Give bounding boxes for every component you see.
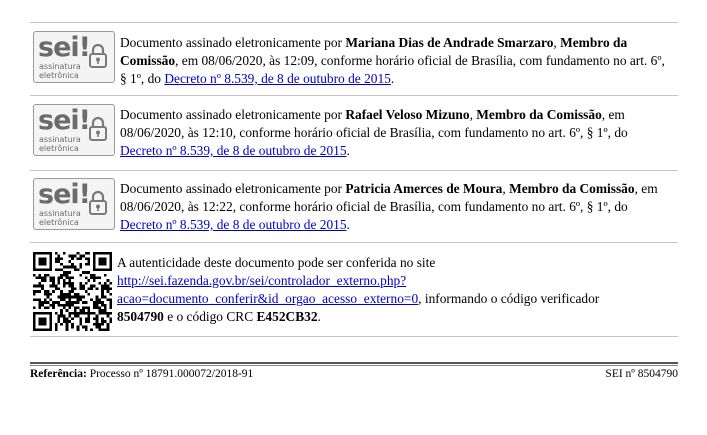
sei-logo-subtitle: assinatura eletrônica: [39, 135, 81, 153]
signer-name: Rafael Veloso Mizuno: [345, 107, 470, 122]
sei-signature-logo: [33, 178, 115, 230]
sei-signature-logo: [33, 31, 115, 83]
process-reference: Referência: Processo nº 18791.000072/2018-91: [30, 368, 254, 380]
signer-role: Membro da Comissão: [509, 181, 635, 196]
sei-logo-subtitle: assinatura eletrônica: [39, 209, 81, 227]
decree-link[interactable]: Decreto nº 8.539, de 8 de outubro de 2015: [120, 143, 347, 158]
signer-name: Mariana Dias de Andrade Smarzaro: [345, 35, 554, 50]
separator: [30, 170, 678, 171]
crc-code: E452CB32: [256, 309, 318, 324]
signer-name: Patricia Amerces de Moura: [345, 181, 503, 196]
sei-logo-word: sei!: [38, 179, 90, 210]
verification-link[interactable]: http://sei.fazenda.gov.br/sei/controlador_externo.php? acao=documento_conferir&id_orgao_acesso_externo=0: [117, 273, 419, 306]
sei-logo-subtitle: assinatura eletrônica: [39, 62, 81, 80]
decree-link[interactable]: Decreto nº 8.539, de 8 de outubro de 2015: [120, 217, 347, 232]
separator: [30, 336, 678, 337]
verification-code: 8504790: [117, 309, 164, 324]
sei-number: SEI nº 8504790: [605, 368, 678, 380]
verification-text: A autenticidade deste documento pode ser conferida no site http://sei.fazenda.gov.br/sei/controlador_externo.php? acao=documento_conferir&id_orgao_acesso_externo=0, informando o código verificador 8504790 e o código CRC E452CB32.: [117, 255, 600, 324]
signature-text: Documento assinado eletronicamente por Mariana Dias de Andrade Smarzaro, Membro da Comissão, em 08/06/2020, às 12:09, conforme horário oficial de Brasília, com fundamento no art. 6º, § 1º, do Decreto nº 8.539, de 8 de outubro de 2015.: [120, 35, 665, 86]
sei-logo-word: sei!: [38, 105, 90, 136]
separator: [30, 242, 678, 243]
decree-link[interactable]: Decreto nº 8.539, de 8 de outubro de 2015: [164, 71, 391, 86]
qr-code-icon: [33, 252, 112, 331]
footer-rule: [30, 365, 678, 366]
sei-logo-word: sei!: [38, 32, 90, 63]
signature-text: Documento assinado eletronicamente por Rafael Veloso Mizuno, Membro da Comissão, em 08/06/2020, às 12:10, conforme horário oficial de Brasília, com fundamento no art. 6º, § 1º, do Decreto nº 8.539, de 8 de outubro de 2015.: [120, 107, 628, 158]
signer-role: Membro da Comissão: [120, 35, 628, 68]
separator: [30, 22, 678, 23]
footer-rule: [30, 362, 678, 364]
sei-signature-logo: [33, 104, 115, 156]
lock-icon: [88, 116, 108, 142]
signature-text: Documento assinado eletronicamente por Patricia Amerces de Moura, Membro da Comissão, em 08/06/2020, às 12:22, conforme horário oficial de Brasília, com fundamento no art. 6º, § 1º, do Decreto nº 8.539, de 8 de outubro de 2015.: [120, 181, 658, 232]
signer-role: Membro da Comissão: [476, 107, 602, 122]
separator: [30, 95, 678, 96]
lock-icon: [88, 190, 108, 216]
lock-icon: [88, 43, 108, 69]
